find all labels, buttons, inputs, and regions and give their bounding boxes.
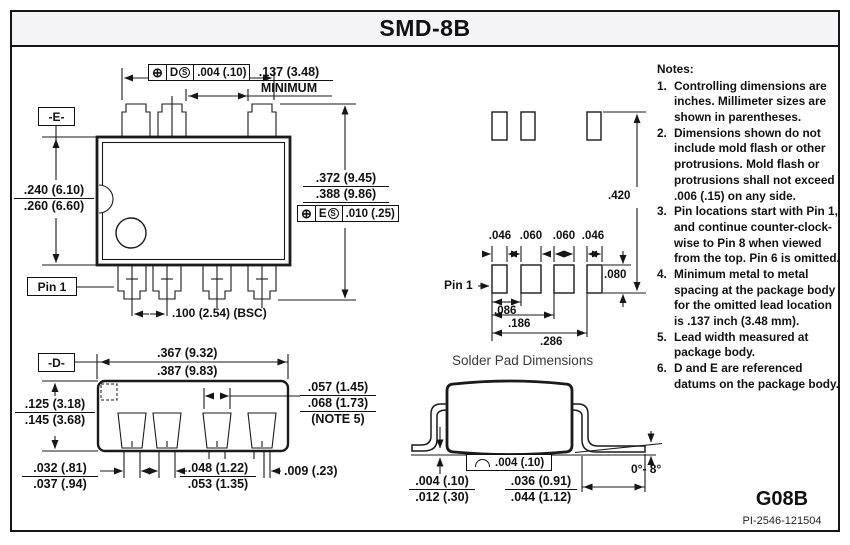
fcf-tolerance: .010 (.25) (345, 207, 395, 220)
dim-min: .240 (6.10) (14, 183, 94, 199)
dim-value: .137 (3.48) (245, 65, 333, 81)
dim-min: .372 (9.45) (303, 171, 389, 187)
note-item-5 (657, 330, 840, 361)
mmc-s-modifier-icon: S (328, 208, 339, 219)
note-number: 6. (657, 361, 667, 376)
mmc-s-modifier-icon: S (179, 67, 190, 78)
dim-pad-width-3: .060 (552, 230, 576, 242)
dim-foot-width (22, 461, 98, 492)
dim-lead-pitch: .100 (2.54) (BSC) (172, 306, 267, 320)
note-number: 4. (657, 266, 667, 281)
note-item-4 (657, 267, 840, 330)
dim-min: .057 (1.45) (300, 380, 376, 396)
dim-max: .053 (1.35) (187, 477, 249, 491)
dim-pad-overall-height: .420 (608, 190, 631, 202)
dim-max: .012 (.30) (415, 490, 469, 504)
dim-max: .388 (9.86) (303, 187, 389, 203)
dim-foot-length (505, 474, 577, 505)
dim-pad-width-2: .060 (519, 230, 543, 242)
dim-lead-width (300, 380, 376, 427)
note-text: Dimensions shown do not include mold flash or other protrusions. Mold flash or protrusions shall not exceed .006 (.15) on any side. (674, 125, 835, 203)
notes-section (657, 62, 840, 392)
dim-lead-foot (180, 461, 256, 492)
dim-min: .125 (3.18) (15, 397, 95, 413)
pin1-flag: Pin 1 (27, 277, 77, 296)
dim-note-ref: (NOTE 5) (311, 412, 365, 426)
true-position-icon: ⊕ (301, 206, 312, 221)
notes-heading: Notes: (657, 62, 694, 76)
segment-symbol-icon (475, 459, 490, 467)
dim-body-width-min: .367 (9.32) (157, 346, 218, 360)
note-number: 1. (657, 78, 667, 93)
dim-standoff (409, 474, 475, 505)
note-number: 2. (657, 125, 667, 140)
dim-pad-height: .080 (604, 269, 627, 281)
dim-min: .048 (1.22) (180, 461, 256, 477)
dim-min: .004 (.10) (409, 474, 475, 490)
note-text: Controlling dimensions are inches. Millimeter sizes are shown in parentheses. (674, 78, 827, 125)
dim-min: .032 (.81) (22, 461, 98, 477)
dim-pad-spacing-1: .086 (494, 305, 517, 317)
fcf-true-position-datum-e (297, 205, 399, 222)
fcf-true-position-datum-d (148, 64, 250, 81)
fcf-coplanarity (466, 454, 552, 471)
dim-qualifier: MINIMUM (260, 81, 318, 95)
dim-lead-span (303, 171, 389, 203)
dim-pad-width-1: .046 (488, 230, 512, 242)
dim-max: .037 (.94) (33, 477, 87, 491)
dim-max: .145 (3.68) (24, 413, 86, 427)
note-text: D and E are referenced datums on the package body. (674, 361, 839, 391)
fcf-tolerance: .004 (.10) (197, 66, 247, 79)
datum-d-flag: -D- (38, 353, 75, 372)
datum-e-flag: -E- (38, 107, 75, 126)
solder-pad-caption: Solder Pad Dimensions (452, 353, 594, 368)
fcf-datum-letter: D (169, 66, 179, 79)
note-item-6 (657, 361, 840, 392)
note-text: Lead width measured at package body. (674, 329, 809, 360)
note-item-2 (657, 126, 840, 204)
dim-body-thickness (15, 397, 95, 428)
true-position-icon: ⊕ (152, 65, 163, 80)
dim-max: .068 (1.73) (300, 396, 376, 412)
pin1-label: Pin 1 (444, 278, 473, 292)
dim-lead-angle: 0°- 8° (631, 462, 662, 476)
fcf-datum-letter: E (318, 207, 327, 220)
dim-pad-spacing-3: .286 (540, 336, 563, 348)
note-item-3 (657, 204, 840, 267)
dim-max: .260 (6.60) (23, 199, 85, 213)
dim-min: .036 (0.91) (505, 474, 577, 490)
dim-min-gap (245, 65, 333, 96)
document-number: PI-2546-121504 (742, 515, 822, 527)
note-number: 3. (657, 204, 667, 219)
dim-max: .044 (1.12) (510, 490, 572, 504)
dim-pad-spacing-2: .186 (508, 318, 531, 330)
dim-tip-offset: .009 (.23) (284, 464, 338, 478)
note-number: 5. (657, 329, 667, 344)
note-item-1 (657, 79, 840, 126)
note-text: Minimum metal to metal spacing at the package body for the omitted lead location is .137 inch (3.48 mm). (674, 266, 836, 328)
page-title: SMD-8B (379, 15, 471, 41)
fcf-tolerance: .004 (.10) (495, 456, 545, 469)
note-text: Pin locations start with Pin 1, and continue counter-clock-wise to Pin 8 when viewed from the top. Pin 6 is omitted. (674, 204, 840, 266)
dim-body-width-max: .387 (9.83) (157, 364, 218, 378)
dim-body-height (14, 183, 94, 214)
dim-pad-width-4: .046 (581, 230, 605, 242)
package-code: G08B (755, 488, 809, 510)
